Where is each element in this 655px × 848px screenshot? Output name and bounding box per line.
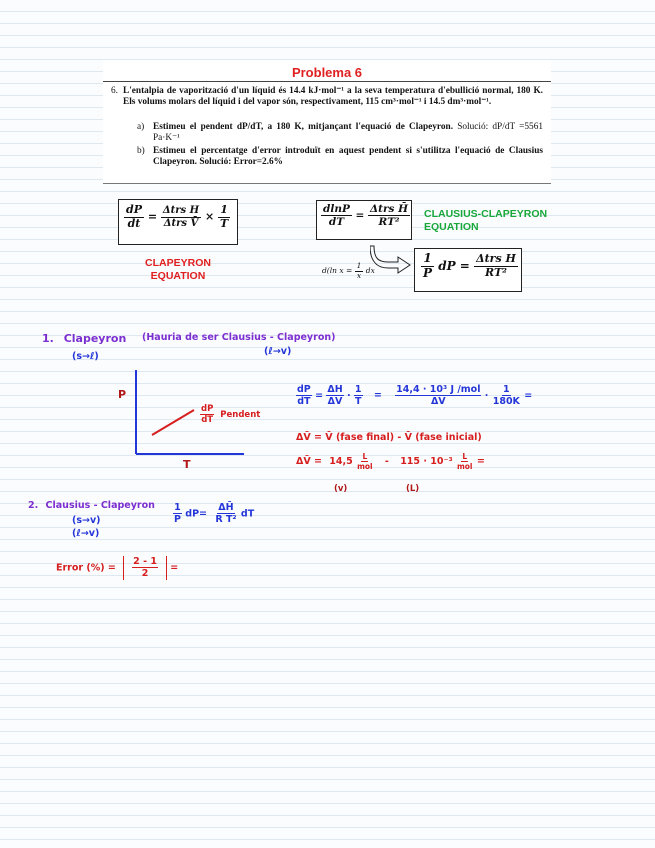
clausius-alt-pre-den: P	[423, 265, 433, 280]
clausius-alt-mid: dP =	[438, 258, 470, 273]
graph-slope-line	[152, 410, 194, 435]
f1-a-den: ΔV̄	[327, 396, 343, 408]
clapeyron-rhs-den: T	[220, 216, 229, 230]
item-b	[153, 146, 543, 168]
f3-lhs: ΔV̄ =	[296, 456, 322, 467]
clausius-label	[424, 208, 547, 234]
clausius-alt-rhs-den: RT²	[485, 265, 507, 279]
f1-lhs-den: dT	[297, 396, 311, 408]
step1-aside: (Hauria de ser Clausius - Clapeyron)	[142, 332, 336, 343]
f1-lhs-num: dP	[297, 384, 311, 395]
log-identity-lhs: d(ln x =	[322, 266, 355, 276]
step1-title	[42, 332, 126, 345]
clapeyron-equation-box	[118, 199, 238, 245]
step2-title-text: Clausius - Clapeyron	[45, 500, 155, 511]
problem-statement: L'entalpia de vaporització d'un líquid és 14.4 kJ·mol⁻¹ a la seva temperatura d'ebullició normal, 180 K. Els volums molars del líquid i del vapor són, respectivament, 115 cm³·mol⁻¹ i 14.5 dm³·mol⁻¹.	[123, 86, 543, 107]
formula2: ΔV̄ = V̄ (fase final) - V̄ (fase inicial)	[296, 432, 482, 443]
graph-xlabel: T	[183, 458, 191, 471]
f1-d-num: 1	[503, 384, 510, 395]
s2-a-num: 1	[174, 502, 181, 513]
step2-title	[28, 500, 155, 511]
f3-b-unit-den: mol	[456, 462, 473, 471]
error-den: 2	[141, 568, 149, 580]
error-label: Error (%) =	[56, 562, 116, 574]
error-formula	[56, 556, 178, 580]
step2-sub1: (s→v)	[72, 515, 101, 526]
item-a-text: Estimeu el pendent dP/dT, a 180 K, mitjançant l'equació de Clapeyron.	[153, 122, 454, 132]
f1-c-num: 14,4 · 10³ J /mol	[396, 384, 481, 395]
f3-minus: -	[384, 456, 389, 467]
clapeyron-lhs-den: dt	[127, 216, 141, 230]
clapeyron-label-line1: CLAPEYRON	[145, 257, 211, 269]
step1-title-text: Clapeyron	[63, 332, 127, 345]
transform-arrow-icon	[370, 244, 414, 274]
s2-b-den: R T²	[215, 514, 237, 526]
error-num: 2 - 1	[133, 556, 157, 567]
f1-eq: =	[315, 390, 324, 402]
step2-number: 2.	[28, 500, 39, 511]
graph-ylabel: P	[118, 388, 127, 401]
clapeyron-equation: $\frac{dP}{dt}$ = $\frac{\text{Δtrs H}}{\text{Δtrs V̄}}$ × $\frac{1}{T}$	[126, 203, 229, 230]
formula1	[296, 384, 532, 408]
log-identity-tail: dx	[365, 266, 375, 276]
clapeyron-label-line2: EQUATION	[150, 270, 206, 282]
error-eq: =	[170, 562, 179, 574]
f1-a-num: ΔH	[327, 384, 343, 395]
clapeyron-lhs-num: dP	[126, 203, 142, 216]
item-a	[153, 122, 543, 144]
clausius-label-line2: EQUATION	[424, 221, 479, 233]
step1-number: 1.	[42, 332, 54, 345]
s2-tail: dT	[240, 508, 255, 520]
f1-eq2: =	[373, 390, 382, 402]
f3-a-unit-den: mol	[357, 462, 373, 471]
log-identity	[322, 262, 375, 280]
printed-problem	[103, 60, 551, 184]
clapeyron-mid-den: Δtrs V̄	[163, 217, 199, 229]
item-b-text: Estimeu el percentatge d'error introduït en aquest pendent si s'utilitza l'equació de Clausius Clapeyron.	[153, 146, 543, 167]
clausius-equation-box	[316, 200, 412, 240]
item-b-label: b)	[137, 146, 145, 156]
clapeyron-times: ×	[204, 210, 215, 224]
clapeyron-rhs-num: 1	[220, 203, 228, 216]
clausius-rhs-num: Δtrs H̄	[370, 203, 409, 215]
graph-slope	[200, 404, 260, 425]
error-abs	[123, 556, 167, 580]
f1-dot: ·	[346, 390, 351, 402]
log-identity-num: 1	[356, 261, 362, 270]
f1-dot2: ·	[484, 390, 489, 402]
title-rule	[103, 81, 551, 82]
step2-sub2: (ℓ→v)	[72, 528, 100, 539]
f3-l-label: (L)	[406, 484, 420, 494]
f3-a-unit-num: L	[362, 452, 368, 461]
clapeyron-mid-num: Δtrs H	[162, 205, 200, 217]
clausius-rhs-den: RT²	[378, 216, 400, 229]
s2-mid: dP=	[185, 508, 208, 520]
item-a-solution: Solució: dP/dT =5561 Pa·K⁻¹	[153, 122, 543, 143]
step2-formula	[173, 502, 254, 526]
item-b-solution: Solució: Error=2.6%	[199, 157, 283, 167]
f3-b: 115 · 10⁻³	[400, 456, 453, 467]
graph-slope-den: dT	[201, 415, 214, 426]
clausius-alt-rhs-num: Δtrs H	[476, 252, 516, 266]
graph-slope-num: dP	[201, 404, 214, 414]
clausius-alt-pre-num: 1	[423, 251, 432, 265]
item-a-label: a)	[137, 122, 145, 132]
formula3	[296, 452, 485, 471]
f3-b-unit-num: L	[462, 452, 468, 461]
step1-sub: (s→ℓ)	[72, 351, 99, 362]
s2-b-num: ΔH̄	[218, 502, 234, 513]
problem-title: Problema 6	[291, 65, 363, 80]
f3-eq: =	[476, 456, 485, 467]
clausius-equation: $\frac{dlnP}{dT}$ = $\frac{\text{Δtrs H̄}}{\text{RT²}}$	[323, 203, 409, 229]
f1-b-den: T	[354, 396, 362, 408]
clausius-lhs-num: dlnP	[323, 203, 350, 215]
clausius-label-line1: CLAUSIUS-CLAPEYRON	[424, 208, 548, 220]
clausius-alt-equation	[421, 252, 518, 281]
f3-a: 14,5	[329, 456, 353, 467]
log-identity-den: x	[356, 270, 362, 280]
clausius-alt-box	[414, 248, 522, 292]
f1-b-num: 1	[354, 384, 362, 395]
f3-v-label: (v)	[334, 484, 348, 494]
statement-number: 6.	[111, 86, 118, 96]
clausius-lhs-den: dT	[328, 216, 345, 229]
f1-eq3: =	[524, 390, 533, 402]
f1-d-den: 180K	[492, 396, 520, 408]
graph-slope-label: Pendent	[220, 409, 261, 420]
f1-c-den: ΔV̄	[430, 396, 446, 408]
clapeyron-label	[128, 257, 228, 283]
step1-aside-sub: (ℓ→v)	[264, 346, 292, 357]
s2-a-den: P	[174, 514, 181, 526]
